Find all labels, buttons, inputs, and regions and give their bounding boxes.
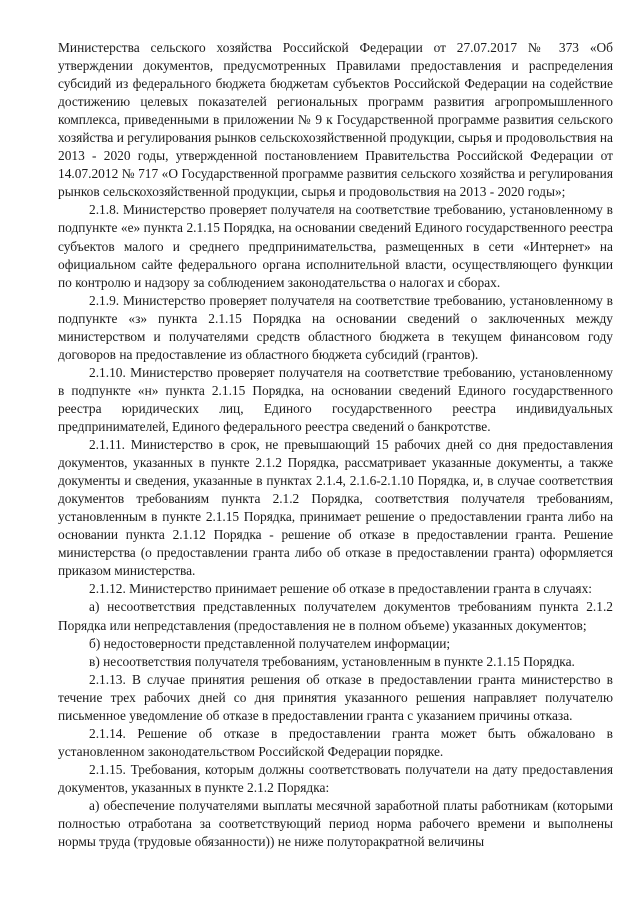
- list-item-2-1-12-a: а) несоответствия представленных получателем документов требованиям пункта 2.1.2 Порядка или непредставления (предоставления не в полном объеме) указанных документов;: [58, 599, 613, 633]
- document-page: [58, 39, 613, 851]
- paragraph-2-1-12: 2.1.12. Министерство принимает решение об отказе в предоставлении гранта в случаях:: [89, 581, 592, 597]
- paragraph-2-1-11: 2.1.11. Министерство в срок, не превышающий 15 рабочих дней со дня предоставления документов, указанных в пункте 2.1.2 Порядка, рассматривает указанные документы, а также документы и сведения, указанные в пунктах 2.1.4, 2.1.6-2.1.10 Порядка, и, в случае соответствия документов требованиям пункта 2.1.2 Порядка, соответствия получателя требованиям, установленным в пункте 2.1.15 Порядка, принимает решение о предоставлении гранта либо на основании пункта 2.1.12 Порядка - решение об отказе в предоставлении гранта. Решение министерства (о предоставлении гранта либо об отказе в предоставлении гранта) оформляется приказом министерства.: [58, 437, 613, 579]
- paragraph-2-1-9: 2.1.9. Министерство проверяет получателя на соответствие требованию, установленному в подпункте «з» пункта 2.1.15 Порядка на основании сведений о заключенных между министерством и получателями средств областного бюджета в текущем финансовом году договоров на предоставление из областного бюджета субсидий (грантов).: [58, 292, 613, 362]
- paragraph-2-1-13: 2.1.13. В случае принятия решения об отказе в предоставлении гранта министерство в течение трех рабочих дней со дня принятия указанного решения направляет получателю письменное уведомление об отказе в предоставлении гранта с указанием причины отказа.: [58, 671, 613, 723]
- paragraph-2-1-14: 2.1.14. Решение об отказе в предоставлении гранта может быть обжаловано в установленном законодательством Российской Федерации порядке.: [58, 725, 613, 759]
- paragraph-intro: Министерства сельского хозяйства Российской Федерации от 27.07.2017 № 373 «Об утверждении документов, предусмотренных Правилами предоставления и распределения субсидий из федерального бюджета бюджетам субъектов Российской Федерации на содействие достижению целевых показателей региональных программ развития агропромышленного комплекса, приведенными в приложении № 9 к Государственной программе развития сельского хозяйства и регулирования рынков сельскохозяйственной продукции, сырья и продовольствия на 2013 - 2020 годы, утвержденной постановлением Правительства Российской Федерации от 14.07.2012 № 717 «О Государственной программе развития сельского хозяйства и регулирования рынков сельскохозяйственной продукции, сырья и продовольствия на 2013 - 2020 годы»;: [58, 40, 613, 200]
- paragraph-2-1-15: 2.1.15. Требования, которым должны соответствовать получатели на дату предоставления документов, указанных в пункте 2.1.2 Порядка:: [58, 761, 613, 795]
- list-item-2-1-15-a: а) обеспечение получателями выплаты месячной заработной платы работникам (которыми полностью отработана за соответствующий период норма рабочего времени и выполнены нормы труда (трудовые обязанности)) не ниже полуторакратной величины: [58, 797, 613, 850]
- list-item-2-1-12-b: б) недостоверности представленной получателем информации;: [89, 635, 451, 651]
- paragraph-2-1-8: 2.1.8. Министерство проверяет получателя на соответствие требованию, установленному в подпункте «е» пункта 2.1.15 Порядка, на основании сведений Единого государственного реестра субъектов малого и среднего предпринимательства, размещенных в сети «Интернет» на официальном сайте федерального органа исполнительной власти, осуществляющего функции по контролю и надзору за соблюдением законодательства о налогах и сборах.: [58, 202, 613, 290]
- list-item-2-1-12-c: в) несоответствия получателя требованиям, установленным в пункте 2.1.15 Порядка.: [89, 653, 575, 669]
- paragraph-2-1-10: 2.1.10. Министерство проверяет получателя на соответствие требованию, установленному в подпункте «н» пункта 2.1.15 Порядка, на основании сведений Единого государственного реестра юридических лиц, Единого государственного реестра индивидуальных предпринимателей, Единого федерального реестра сведений о банкротстве.: [58, 364, 613, 434]
